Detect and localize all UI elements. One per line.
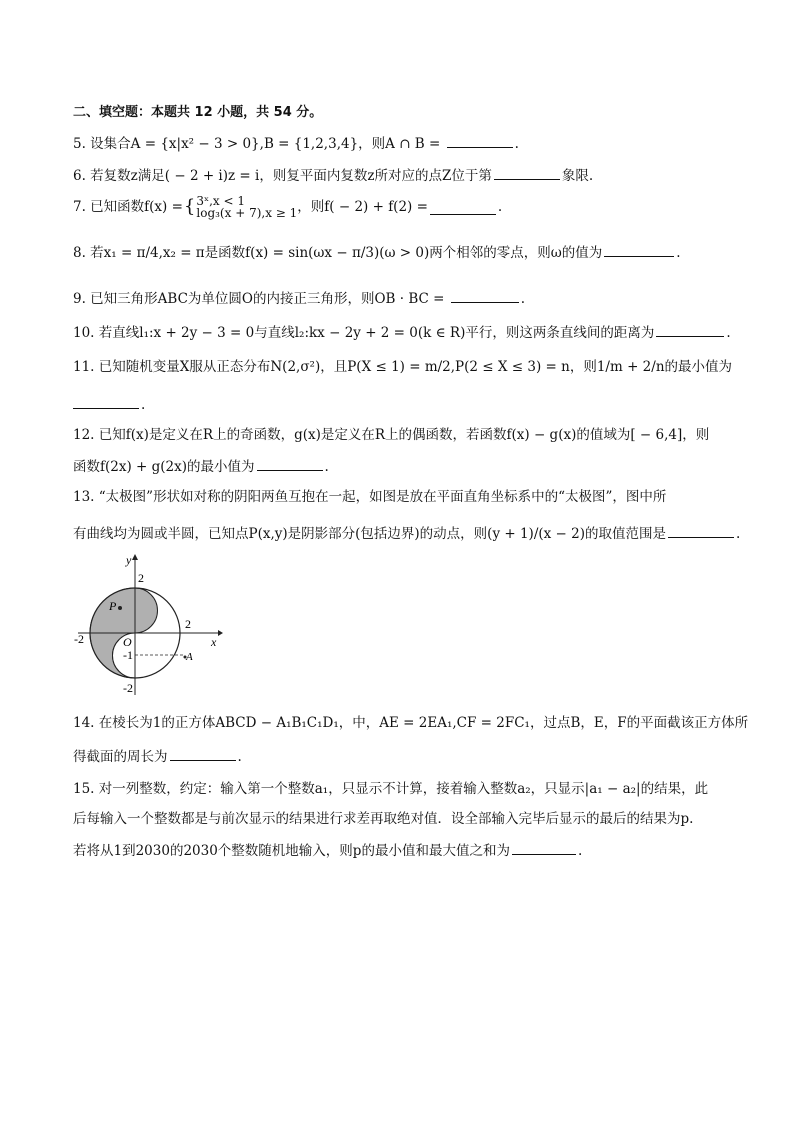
question-12 xyxy=(73,426,709,444)
answer-blank-8[interactable] xyxy=(604,242,674,257)
question-13 xyxy=(73,488,666,506)
tick-y-neg1: -1 xyxy=(123,648,133,662)
question-7: 7. 已知函数f(x) = { 3ˣ,x < 1 log₃(x + 7),x ≥ 1 ，则f( − 2) + f(2) = . xyxy=(73,194,503,220)
question-11 xyxy=(73,358,732,376)
question-12-cont: 函数f(2x) + g(2x)的最小值为 . xyxy=(73,456,329,476)
point-p-dot xyxy=(118,606,122,610)
answer-blank-6[interactable] xyxy=(494,165,560,180)
taiji-diagram xyxy=(68,550,228,700)
tick-x-left: -2 xyxy=(74,632,84,646)
question-14-cont: 得截面的周长为 . xyxy=(73,746,242,766)
question-8-text: 8. 若x₁ = π/4,x₂ = π是函数f(x) = sin(ωx − π/3)(ω > 0)两个相邻的零点，则ω的值为 xyxy=(73,245,603,261)
question-15-line3: 若将从1到2030的2030个整数随机地输入，则p的最小值和最大值之和为 . xyxy=(73,840,582,860)
tick-x-right: 2 xyxy=(185,617,191,631)
question-10-text: 10. 若直线l₁:x + 2y − 3 = 0与直线l₂:kx − 2y + 2 = 0(k ∈ R)平行，则这两条直线间的距离为 xyxy=(73,325,655,341)
answer-blank-13[interactable] xyxy=(668,523,734,538)
tick-y-bottom: -2 xyxy=(123,681,133,695)
question-7-text: 7. 已知函数f(x) = xyxy=(73,199,183,215)
question-11-text: 11. 已知随机变量X服从正态分布N(2,σ²)，且P(X ≤ 1) = m/2,P(2 ≤ X ≤ 3) = n，则1/m + 2/n的最小值为 xyxy=(73,359,733,375)
answer-blank-9[interactable] xyxy=(451,288,519,303)
question-13-cont: 有曲线均为圆或半圆，已知点P(x,y)是阴影部分(包括边界)的动点，则(y + 1)/(x − 2)的取值范围是 . xyxy=(73,523,740,543)
x-axis-arrow-icon xyxy=(218,630,223,636)
question-7-tail: ，则f( − 2) + f(2) = xyxy=(297,199,428,215)
question-6-text: 6. 若复数z满足( − 2 + i)z = i，则复平面内复数z所对应的点Z位于第 xyxy=(73,168,492,184)
question-10: 10. 若直线l₁:x + 2y − 3 = 0与直线l₂:kx − 2y + 2 = 0(k ∈ R)平行，则这两条直线间的距离为 . xyxy=(73,322,731,342)
question-15-line2: 后每输入一个整数都是与前次显示的结果进行求差再取绝对值．设全部输入完毕后显示的最后的结果为p. xyxy=(73,811,694,827)
x-axis-label: x xyxy=(211,635,217,649)
question-5-text: 5. 设集合A = {x|x² − 3 > 0},B = {1,2,3,4}，则A ∩ B = xyxy=(73,136,445,152)
answer-blank-10[interactable] xyxy=(656,322,724,337)
taiji-figure xyxy=(68,550,228,700)
question-15 xyxy=(73,780,708,798)
y-axis-arrow-icon xyxy=(132,554,138,560)
point-p-label: P xyxy=(109,599,117,613)
brace-icon: { xyxy=(183,196,196,217)
question-9-text: 9. 已知三角形ABC为单位圆O的内接正三角形，则OB · BC = xyxy=(73,291,449,307)
question-11-cont: . xyxy=(73,394,145,414)
question-9: 9. 已知三角形ABC为单位圆O的内接正三角形，则OB · BC = . xyxy=(73,288,525,308)
answer-blank-15[interactable] xyxy=(512,840,576,855)
answer-blank-14[interactable] xyxy=(170,746,236,761)
piecewise-case-2: log₃(x + 7),x ≥ 1 xyxy=(196,206,298,220)
question-12-text: 12. 已知f(x)是定义在R上的奇函数，g(x)是定义在R上的偶函数，若函数f(x) − g(x)的值域为[ − 6,4]，则 xyxy=(73,427,710,443)
answer-blank-7[interactable] xyxy=(430,200,496,215)
piecewise-case-1: 3ˣ,x < 1 xyxy=(196,194,245,208)
question-14 xyxy=(73,714,748,732)
y-axis-label: y xyxy=(126,553,132,567)
tick-y-top: 2 xyxy=(138,571,144,585)
question-14-text: 14. 在棱长为1的正方体ABCD − A₁B₁C₁D₁，中，AE = 2EA₁,CF = 2FC₁，过点B，E，F的平面截该正方体所 xyxy=(73,715,749,731)
answer-blank-5[interactable] xyxy=(447,133,513,148)
piecewise-cases xyxy=(196,195,297,219)
answer-blank-11[interactable] xyxy=(73,394,139,409)
origin-label: O xyxy=(123,635,132,649)
section-title: 二、填空题：本题共 12 小题，共 54 分。 xyxy=(73,105,323,120)
answer-blank-12[interactable] xyxy=(257,456,323,471)
question-8: 8. 若x₁ = π/4,x₂ = π是函数f(x) = sin(ωx − π/3)(ω > 0)两个相邻的零点，则ω的值为 . xyxy=(73,242,681,262)
question-15-text: 15. 对一列整数，约定：输入第一个整数a₁，只显示不计算，接着输入整数a₂，只显示|a₁ − a₂|的结果，此 xyxy=(73,781,709,797)
question-6: 6. 若复数z满足( − 2 + i)z = i，则复平面内复数z所对应的点Z位于第 象限. xyxy=(73,165,593,185)
question-13-text: 13. “太极图”形状如对称的阴阳两鱼互抱在一起，如图是放在平面直角坐标系中的“太极图”，图中所 xyxy=(73,489,667,505)
point-a-label: A xyxy=(186,651,193,663)
shaded-region-upper xyxy=(90,588,158,633)
question-5: 5. 设集合A = {x|x² − 3 > 0},B = {1,2,3,4}，则A ∩ B = . xyxy=(73,133,519,153)
